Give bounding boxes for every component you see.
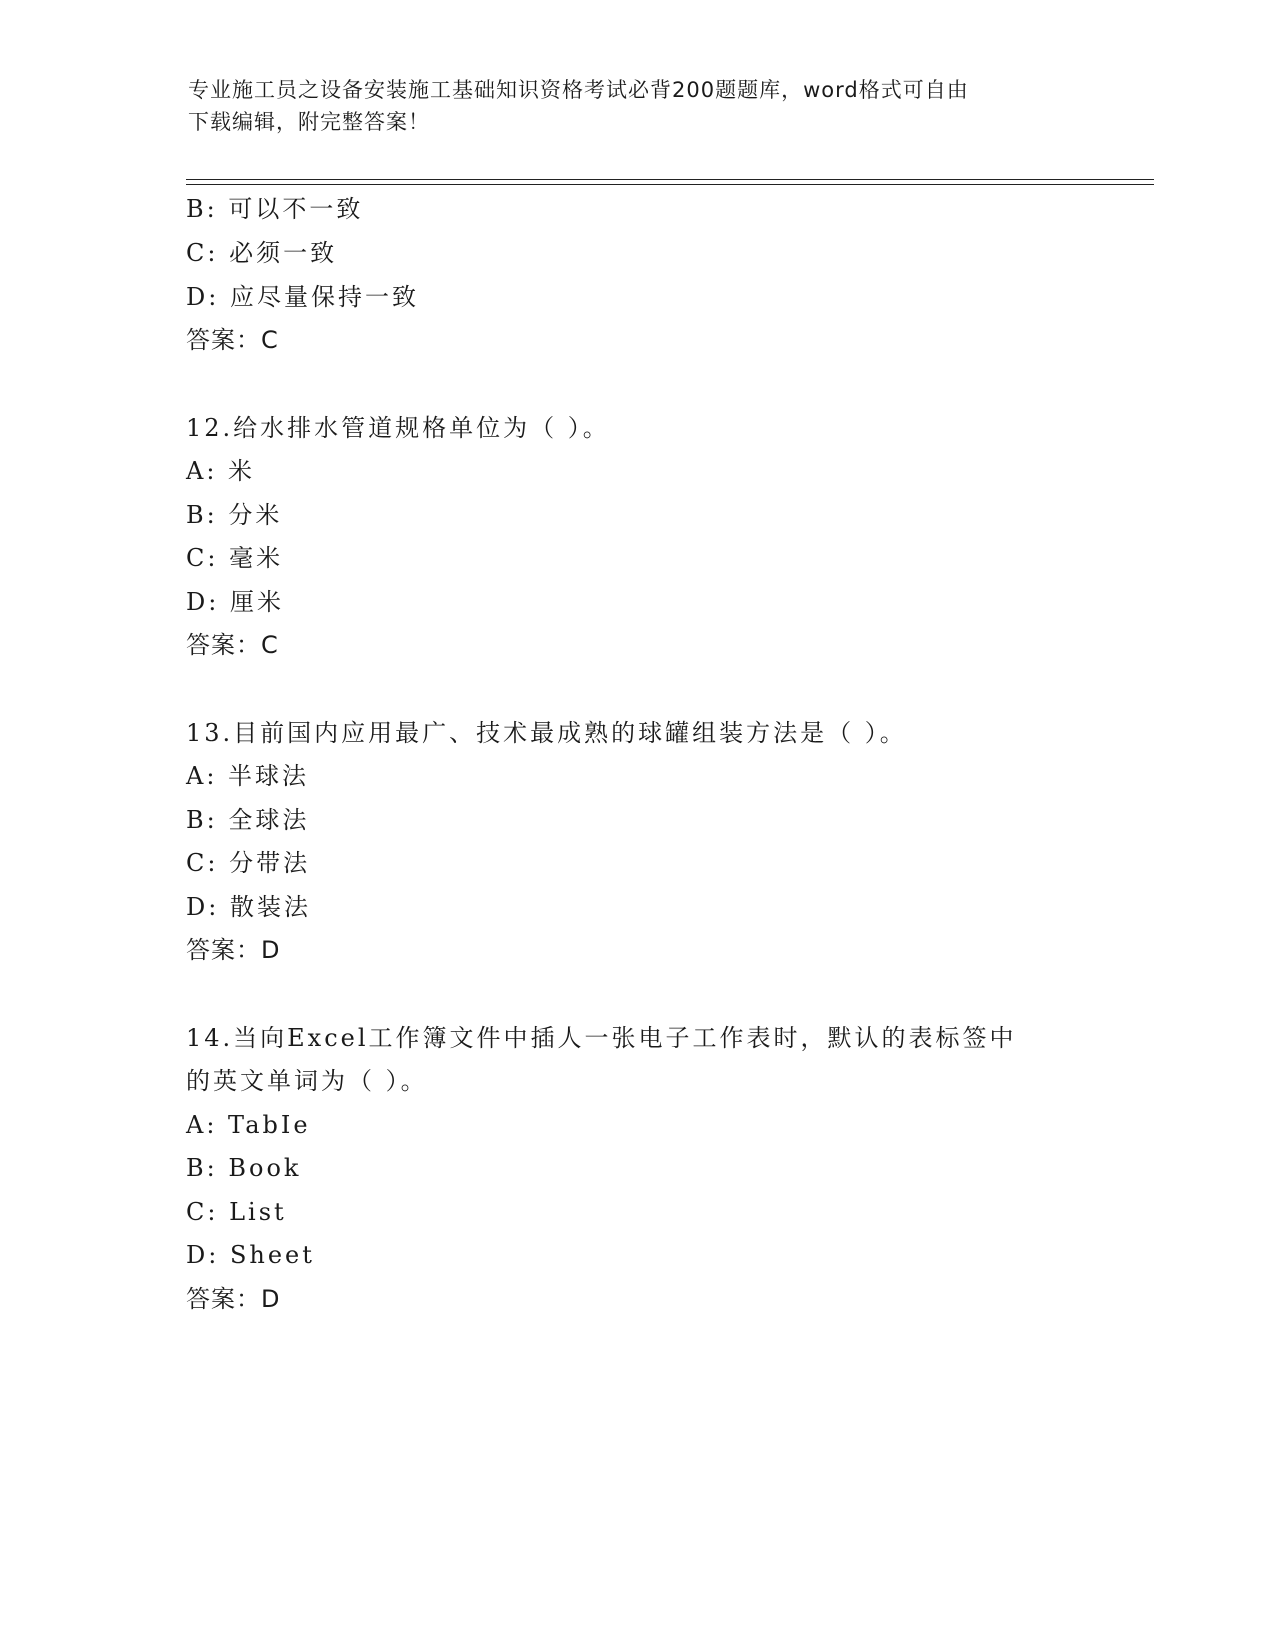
header-title-line-1: 专业施工员之设备安装施工基础知识资格考试必背200题题库，word格式可自由 <box>188 78 969 102</box>
q14-option-c: C: List <box>186 1198 287 1226</box>
q14-option-a: A: TabIe <box>186 1111 311 1139</box>
q14-option-d: D: Sheet <box>186 1241 315 1269</box>
q13-answer: 答案：D <box>186 936 281 964</box>
q13-option-b: B: 全球法 <box>186 806 310 834</box>
q13-option-c: C: 分带法 <box>186 849 311 877</box>
q12-option-d: D: 厘米 <box>186 588 284 616</box>
q14-option-b: B: Book <box>186 1154 302 1182</box>
q12-option-a: A: 米 <box>186 457 256 485</box>
q14-question-line-2: 的英文单词为（ ）。 <box>186 1067 428 1095</box>
q12-question: 12.给水排水管道规格单位为（ ）。 <box>186 414 610 442</box>
q13-option-a: A: 半球法 <box>186 762 310 790</box>
header-title-line-2: 下载编辑，附完整答案！ <box>188 110 430 134</box>
q13-question: 13.目前国内应用最广、技术最成熟的球罐组装方法是（ ）。 <box>186 719 907 747</box>
q11-option-c: C: 必须一致 <box>186 239 338 267</box>
header-divider-top <box>186 179 1154 180</box>
q12-answer: 答案：C <box>186 631 279 659</box>
q12-option-c: C: 毫米 <box>186 544 284 572</box>
q12-option-b: B: 分米 <box>186 501 283 529</box>
q14-answer: 答案：D <box>186 1285 281 1313</box>
q11-answer: 答案：C <box>186 326 279 354</box>
document-header <box>188 74 1068 138</box>
q14-question-line-1: 14.当向Excel工作簿文件中插人一张电子工作表时，默认的表标签中 <box>186 1024 1017 1052</box>
header-divider-bottom <box>186 184 1154 185</box>
q11-option-d: D: 应尽量保持一致 <box>186 283 419 311</box>
q13-option-d: D: 散装法 <box>186 893 311 921</box>
q11-option-b: B: 可以不一致 <box>186 195 364 223</box>
